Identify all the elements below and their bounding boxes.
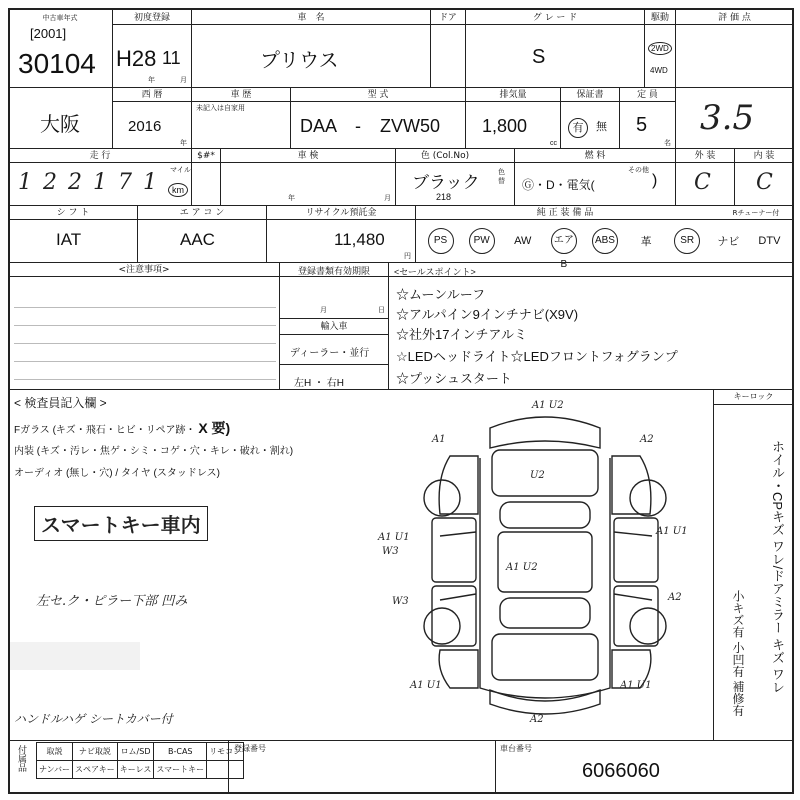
- ac-label: エ ア コ ン: [179, 208, 225, 218]
- rear-bumper: [490, 690, 600, 714]
- reg-tsuki: 月: [320, 307, 327, 314]
- dmg-mark-13: A2: [668, 592, 682, 603]
- equipment-label: 純 正 装 備 品: [536, 208, 594, 218]
- equip-item-4: [584, 228, 625, 254]
- header-line-3: [8, 162, 794, 163]
- right-front-door: [614, 518, 658, 582]
- smart-key-note: スマートキー車内: [41, 513, 201, 537]
- audio-line: オーディオ (無し・穴) / タイヤ (スタッドレス): [14, 468, 220, 479]
- acc-remote: リモコン: [207, 743, 244, 761]
- import-label: 輸入車: [320, 322, 348, 332]
- sales-point-1: ☆ムーンルーフ: [396, 287, 486, 302]
- chassis-number: 6066060: [582, 760, 660, 782]
- model-year-label: 西 暦: [141, 90, 163, 100]
- year-code: [2001]: [30, 26, 67, 41]
- sales-point-4: ☆LEDヘッドライト☆LEDフロントフォグランプ: [396, 349, 678, 364]
- grade-value: S: [532, 46, 546, 68]
- reg-number-cell: [228, 740, 496, 794]
- fuel-other-label: その他: [628, 167, 649, 174]
- history-note: 未記入は自家用: [196, 105, 245, 112]
- acc-smart-key: スマートキー: [154, 761, 207, 779]
- eval-score: 3.5: [700, 98, 755, 138]
- dmg-mark-4: U2: [530, 470, 545, 481]
- capacity-unit: 名: [664, 140, 671, 147]
- first-reg-label: 初度登録: [133, 13, 170, 23]
- reg-number-label: 登録番号: [234, 744, 266, 753]
- color-no: 218: [436, 192, 452, 202]
- accessories-grid: [36, 742, 244, 779]
- dmg-mark-7: A1 U2: [506, 562, 538, 573]
- warranty-label: 保証書: [576, 90, 604, 100]
- dmg-mark-11: A1 U1: [620, 680, 652, 691]
- tuner-label: Rチューナー付: [732, 209, 780, 217]
- left-front-door: [432, 518, 476, 582]
- accessories-row-2: [37, 761, 244, 779]
- rear-window: [500, 598, 590, 628]
- accessories-label: 付属品: [17, 745, 27, 772]
- acc-bcas: B-CAS: [154, 743, 207, 761]
- equip-item-7: [708, 228, 749, 254]
- reg-line-3: [279, 364, 389, 365]
- equip-label: DTV: [758, 235, 781, 247]
- displacement: 1,800: [482, 116, 528, 136]
- dmg-mark-9: W3: [392, 596, 409, 607]
- equip-label: 革: [640, 236, 652, 248]
- type-label: 型 式: [367, 90, 389, 100]
- caution-header-line: [8, 276, 794, 277]
- dmg-mark-5: A1 U1: [378, 532, 410, 543]
- equip-item-2: [502, 228, 543, 254]
- windshield: [500, 502, 590, 528]
- reg-line-1: [279, 318, 389, 319]
- glass-x: X 要): [198, 420, 231, 436]
- model-year: 2016: [128, 118, 162, 135]
- drive-label: 駆動: [650, 13, 669, 23]
- inspector-title: < 検査員記入欄 >: [14, 396, 107, 410]
- type-code: ZVW50: [380, 116, 441, 136]
- header-line-4: [8, 219, 794, 220]
- dmg-mark-8: A1 U1: [656, 526, 688, 537]
- trunk: [492, 634, 598, 680]
- acc-keyless: キーレス: [117, 761, 154, 779]
- type-prefix: DAA: [300, 116, 338, 136]
- hood: [492, 450, 598, 496]
- inspection-label: 車 検: [297, 151, 319, 161]
- equip-item-8: [749, 228, 790, 254]
- redacted-block: [10, 642, 140, 670]
- wheel-rear-left: [424, 608, 460, 644]
- fuel-options: Ⓖ・D・電気(: [522, 178, 595, 192]
- ac: AAC: [180, 230, 215, 249]
- dmg-mark-1: A1 U2: [532, 400, 564, 411]
- acc-manual: 取説: [37, 743, 73, 761]
- color-change: 色替: [498, 169, 505, 185]
- chassis-label: 車台番号: [500, 744, 532, 753]
- right-vertical-1: ホイル・CPキズ ワレ/ドアミラー キズ ワレ: [770, 440, 785, 694]
- car-name: プリウス: [260, 50, 339, 72]
- equip-label: AW: [514, 235, 532, 247]
- reg-line-2: [279, 334, 389, 335]
- equip-label: ABS: [592, 228, 618, 254]
- dmg-mark-6: W3: [382, 546, 399, 557]
- left-rear-fender: [439, 650, 478, 688]
- wheel-front-left: [424, 480, 460, 516]
- reg-hi: 日: [378, 307, 385, 314]
- acc-spare-key: スペアキー: [73, 761, 118, 779]
- grade-label: グ レ ー ド: [532, 13, 578, 23]
- header-line-2: [112, 101, 676, 102]
- body-note: 左セ.ク・ピラー下部 凹み: [36, 594, 188, 609]
- color-label: 色 (Col.No): [420, 151, 470, 161]
- mile-label: マイル: [170, 167, 191, 174]
- equip-item-1: [461, 228, 502, 254]
- recycle: 11,480: [334, 230, 385, 249]
- sales-point-5: ☆プッシュスタート: [396, 371, 512, 386]
- header-line-1: [112, 24, 794, 25]
- region: 大阪: [40, 114, 80, 136]
- sales-label: <セールスポイント>: [394, 267, 476, 277]
- equip-item-3: [543, 228, 584, 270]
- fuel-close: ): [652, 172, 658, 189]
- acc-rom-sd: ロム/SD: [117, 743, 154, 761]
- wheel-front-right: [630, 480, 666, 516]
- year-mark: 年: [148, 77, 155, 84]
- interior-label: 内 装: [753, 151, 775, 161]
- glass-text: Fガラス (キズ・飛石・ヒビ・リペア跡・: [14, 425, 196, 436]
- equip-label: SR: [674, 228, 700, 254]
- interior-note: ハンドルハゲ シートカバー付: [14, 712, 173, 726]
- key-lock-label: キーロック: [733, 392, 774, 401]
- equip-item-5: [626, 228, 667, 254]
- body-outline: [480, 458, 610, 698]
- year-code-label: 中古車年式: [42, 14, 78, 22]
- type-dash: -: [355, 116, 361, 136]
- km-label: km: [168, 178, 188, 197]
- lot-number: 30104: [18, 48, 96, 79]
- acc-number: ナンバー: [37, 761, 73, 779]
- wheel-rear-right: [630, 608, 666, 644]
- inspection-nen: 年: [288, 195, 295, 202]
- dmg-mark-12: A2: [530, 714, 544, 725]
- dmg-mark-3: A2: [640, 434, 654, 445]
- history-label: 車 歴: [230, 90, 252, 100]
- shift: IAT: [56, 230, 82, 249]
- dealer-option: ディーラー・並行: [290, 348, 370, 359]
- door-label: ドア: [439, 13, 457, 23]
- smart-key-box: [34, 506, 208, 541]
- mileage: 1 2 2 1 7 1: [18, 170, 159, 195]
- interior-line: 内装 (キズ・汚レ・焦ゲ・シミ・コゲ・穴・キレ・破れ・割れ): [14, 446, 294, 457]
- first-reg-month: 11: [162, 48, 181, 68]
- exterior-label: 外 装: [694, 151, 716, 161]
- dmg-mark-2: A1: [432, 434, 446, 445]
- equip-label: エアB: [551, 228, 577, 254]
- caution-label: <注意事項>: [118, 265, 170, 275]
- exterior-grade: C: [694, 170, 711, 195]
- mileage-label: 走 行: [89, 151, 111, 161]
- eval-label: 評 価 点: [718, 13, 751, 23]
- equip-label: ナビ: [717, 236, 740, 248]
- cc-unit: cc: [550, 140, 557, 147]
- roof-front: [490, 417, 600, 448]
- glass-line: [14, 418, 230, 438]
- equip-item-6: [667, 228, 708, 254]
- right-vertical-2: 小キズ有 小凹有 補修有: [731, 590, 745, 717]
- recycle-label: リサイクル預託金: [305, 208, 377, 218]
- equip-label: PS: [428, 228, 454, 254]
- color: ブラック: [412, 173, 480, 192]
- drive-4wd: 4WD: [650, 66, 668, 75]
- car-name-label: 車 名: [297, 13, 325, 23]
- interior-grade: C: [756, 170, 773, 195]
- equip-label: PW: [469, 228, 495, 254]
- fuel-label: 燃 料: [584, 151, 606, 161]
- handle-option: 左H ・ 右H: [294, 378, 344, 389]
- warranty-no: 無: [596, 121, 607, 133]
- model-year-nen: 年: [180, 140, 187, 147]
- reg-docs-label: 登録書類有効期限: [297, 267, 370, 277]
- shift-label: シ フ ト: [56, 208, 90, 218]
- capacity: 5: [636, 114, 648, 136]
- warranty-yes: 有: [568, 116, 588, 138]
- drive-2wd: 2WD: [648, 36, 672, 55]
- first-reg-year: H28: [116, 46, 157, 71]
- inspection-tsuki: 月: [384, 195, 391, 202]
- accessories-row-1: [37, 743, 244, 761]
- equip-item-0: [420, 228, 461, 254]
- acc-nav-manual: ナビ取説: [73, 743, 118, 761]
- yen-unit: 円: [404, 253, 411, 260]
- sales-point-2: ☆アルパイン9インチナビ(X9V): [396, 307, 579, 322]
- unknown-label: $#*: [197, 151, 215, 161]
- caution-lines: [14, 290, 276, 380]
- displacement-label: 排気量: [499, 90, 527, 100]
- dmg-mark-10: A1 U1: [410, 680, 442, 691]
- sales-point-3: ☆社外17インチアルミ: [396, 327, 527, 342]
- month-mark: 月: [180, 77, 187, 84]
- capacity-label: 定 員: [637, 90, 658, 100]
- key-lock-line: [713, 404, 794, 405]
